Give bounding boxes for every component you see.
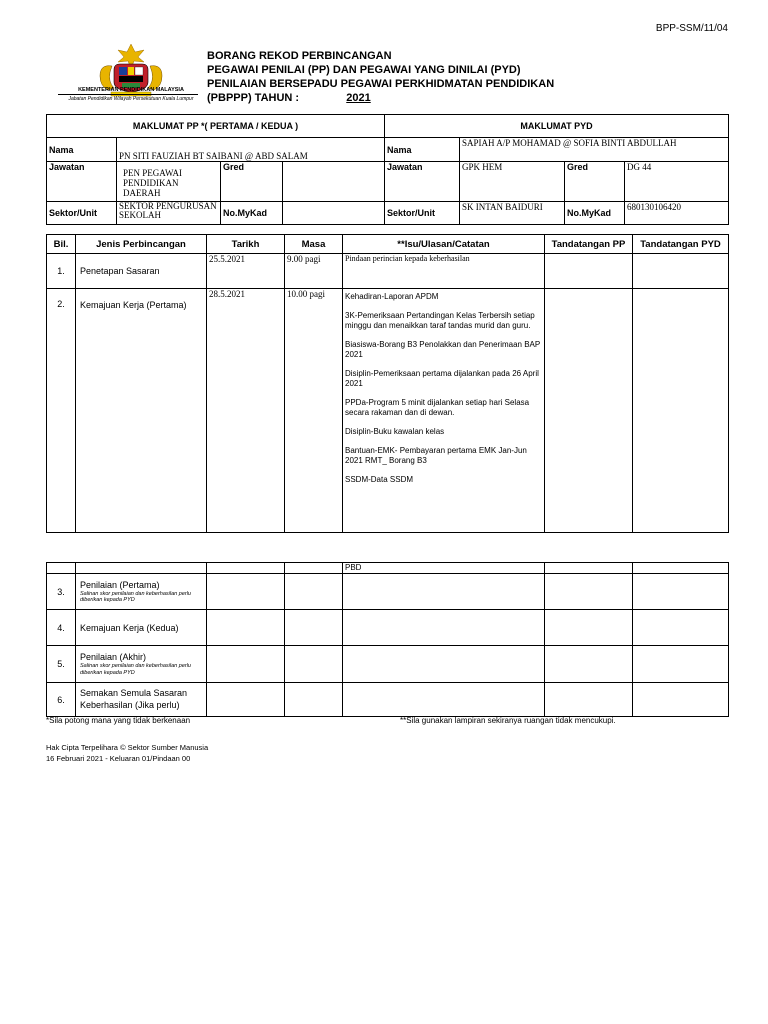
col-masa-header: Masa: [285, 235, 343, 254]
pyd-nama-value[interactable]: SAPIAH A/P MOHAMAD @ SOFIA BINTI ABDULLAH: [460, 138, 729, 162]
pp-sektor-value[interactable]: SEKTOR PENGURUSAN SEKOLAH: [117, 202, 221, 225]
row5-isu[interactable]: [343, 646, 545, 683]
table-row: [47, 646, 729, 683]
row3-isu[interactable]: [343, 574, 545, 610]
isu-item: Disiplin-Buku kawalan kelas: [345, 427, 445, 436]
empty-cell: [285, 563, 343, 574]
row6-tarikh[interactable]: [207, 683, 285, 717]
row6-ttpp[interactable]: [545, 683, 633, 717]
empty-cell: [207, 563, 285, 574]
copyright-text: Hak Cipta Terpelihara © Sektor Sumber Manusia: [46, 743, 209, 752]
row4-tarikh[interactable]: [207, 610, 285, 646]
form-year: 2021: [346, 92, 371, 104]
table-row: [47, 683, 729, 717]
document-code: BPP-SSM/11/04: [655, 23, 728, 34]
row3-ttpyd[interactable]: [633, 574, 729, 610]
row4-bil: 4.: [47, 610, 76, 646]
pyd-sektor-label: Sektor/Unit: [385, 202, 460, 225]
row3-jenis: Penilaian (Pertama): [80, 579, 160, 590]
pp-gred-label: Gred: [221, 162, 283, 202]
pyd-mykad-label: No.MyKad: [565, 202, 625, 225]
form-subtitle-3: (PBPPP) TAHUN :: [207, 92, 300, 104]
col-ttpp-header: Tandatangan PP: [545, 235, 633, 254]
pp-mykad-label: No.MyKad: [221, 202, 283, 225]
row6-bil: 6.: [47, 683, 76, 717]
table-row: [47, 289, 729, 533]
logo-divider: [58, 94, 198, 95]
row5-tarikh[interactable]: [207, 646, 285, 683]
pp-sektor-label: Sektor/Unit: [47, 202, 117, 225]
evaluation-table: [46, 562, 729, 717]
row2-tarikh[interactable]: 28.5.2021: [207, 289, 285, 533]
pyd-mykad-value[interactable]: 680130106420: [625, 202, 729, 225]
row4-ttpp[interactable]: [545, 610, 633, 646]
footnote-right: **Sila gunakan lampiran sekiranya ruangan tidak mencukupi.: [400, 716, 616, 725]
row1-jenis: Penetapan Sasaran: [76, 254, 207, 289]
row5-bil: 5.: [47, 646, 76, 683]
isu-item: PPDa-Program 5 minit dijalankan setiap hari Selasa secara rakaman dan di dewan.: [345, 398, 530, 417]
col-ttpyd-header: Tandatangan PYD: [633, 235, 729, 254]
form-subtitle-1: PEGAWAI PENILAI (PP) DAN PEGAWAI YANG DINILAI (PYD): [207, 64, 521, 76]
row4-isu[interactable]: [343, 610, 545, 646]
row3-note: Salinan skor penilaian dan keberhasilan perlu diberikan kepada PYD: [80, 590, 191, 603]
form-title: BORANG REKOD PERBINCANGAN: [207, 50, 392, 62]
pp-jawatan-label: Jawatan: [47, 162, 117, 202]
row6-ttpyd[interactable]: [633, 683, 729, 717]
row6-masa[interactable]: [285, 683, 343, 717]
col-bil-header: Bil.: [47, 235, 76, 254]
row2-ttpyd[interactable]: [633, 289, 729, 533]
pp-nama-value[interactable]: PN SITI FAUZIAH BT SAIBANI @ ABD SALAM: [117, 138, 385, 162]
row4-masa[interactable]: [285, 610, 343, 646]
isu-item: Kehadiran-Laporan APDM: [345, 292, 439, 301]
table-row: [47, 610, 729, 646]
form-subtitle-2: PENILAIAN BERSEPADU PEGAWAI PERKHIDMATAN PENDIDIKAN: [207, 78, 555, 90]
row2-jenis: Kemajuan Kerja (Pertama): [76, 289, 207, 533]
pyd-sektor-value[interactable]: SK INTAN BAIDURI: [460, 202, 565, 225]
row2-bil: 2.: [47, 289, 76, 533]
row1-isu[interactable]: Pindaan perincian kepada keberhasilan: [343, 254, 545, 289]
pyd-info-header: MAKLUMAT PYD: [385, 115, 729, 138]
row1-masa[interactable]: 9.00 pagi: [285, 254, 343, 289]
pp-jawatan-value[interactable]: PEN PEGAWAI PENDIDIKAN DAERAH: [117, 162, 221, 202]
row4-ttpyd[interactable]: [633, 610, 729, 646]
pp-gred-value[interactable]: [283, 162, 385, 202]
info-table: [46, 114, 729, 225]
row3-masa[interactable]: [285, 574, 343, 610]
row1-tarikh[interactable]: 25.5.2021: [207, 254, 285, 289]
row1-ttpyd[interactable]: [633, 254, 729, 289]
isu-item: Biasiswa-Borang B3 Penolakkan dan Penerimaan BAP 2021: [345, 340, 541, 359]
row5-jenis: Penilaian (Akhir): [80, 652, 147, 663]
row5-ttpyd[interactable]: [633, 646, 729, 683]
empty-cell: [76, 563, 207, 574]
row5-note: Salinan skor penilaian dan keberhasilan perlu diberikan kepada PYD: [80, 663, 191, 676]
row5-ttpp[interactable]: [545, 646, 633, 683]
row5-masa[interactable]: [285, 646, 343, 683]
row3-bil: 3.: [47, 574, 76, 610]
row3-ttpp[interactable]: [545, 574, 633, 610]
empty-cell: [633, 563, 729, 574]
row6-jenis: Semakan Semula Sasaran Keberhasilan (Jika perlu): [76, 683, 207, 717]
pbd-note[interactable]: PBD: [343, 563, 545, 574]
pp-nama-label: Nama: [47, 138, 117, 162]
empty-cell: [47, 563, 76, 574]
isu-item: Bantuan-EMK- Pembayaran pertama EMK Jan-Jun 2021 RMT_ Borang B3: [345, 446, 527, 465]
isu-item: 3K-Pemeriksaan Pertandingan Kelas Terbersih setiap minggu dan menaikkan taraf tandas murid dan guru.: [345, 311, 535, 330]
issue-text: 16 Februari 2021 - Keluaran 01/Pindaan 00: [46, 754, 191, 763]
pyd-gred-label: Gred: [565, 162, 625, 202]
row2-isu[interactable]: [343, 289, 545, 533]
row1-ttpp[interactable]: [545, 254, 633, 289]
empty-cell: [545, 563, 633, 574]
row3-tarikh[interactable]: [207, 574, 285, 610]
isu-item: SSDM-Data SSDM: [345, 475, 414, 484]
footnote-left: *Sila potong mana yang tidak berkenaan: [46, 716, 191, 725]
pyd-nama-label: Nama: [385, 138, 460, 162]
col-jenis-header: Jenis Perbincangan: [76, 235, 207, 254]
pp-mykad-value[interactable]: [283, 202, 385, 225]
pp-info-header: MAKLUMAT PP *( PERTAMA / KEDUA ): [47, 115, 385, 138]
row2-masa[interactable]: 10.00 pagi: [285, 289, 343, 533]
row1-bil: 1.: [47, 254, 76, 289]
table-row: [47, 574, 729, 610]
department-name: Jabatan Pendidikan Wilayah Persekutuan Kuala Lumpur: [68, 96, 194, 102]
row2-ttpp[interactable]: [545, 289, 633, 533]
pyd-jawatan-value[interactable]: GPK HEM: [460, 162, 565, 202]
table-row: [47, 254, 729, 289]
col-tarikh-header: Tarikh: [207, 235, 285, 254]
ministry-name: KEMENTERIAN PENDIDIKAN MALAYSIA: [78, 87, 184, 93]
isu-item: Disiplin-Pemeriksaan pertama dijalankan pada 26 April 2021: [345, 369, 539, 388]
col-isu-header: **Isu/Ulasan/Catatan: [343, 235, 545, 254]
discussion-table: [46, 234, 729, 533]
row4-jenis: Kemajuan Kerja (Kedua): [76, 610, 207, 646]
pyd-jawatan-label: Jawatan: [385, 162, 460, 202]
pyd-gred-value[interactable]: DG 44: [625, 162, 729, 202]
row6-isu[interactable]: [343, 683, 545, 717]
